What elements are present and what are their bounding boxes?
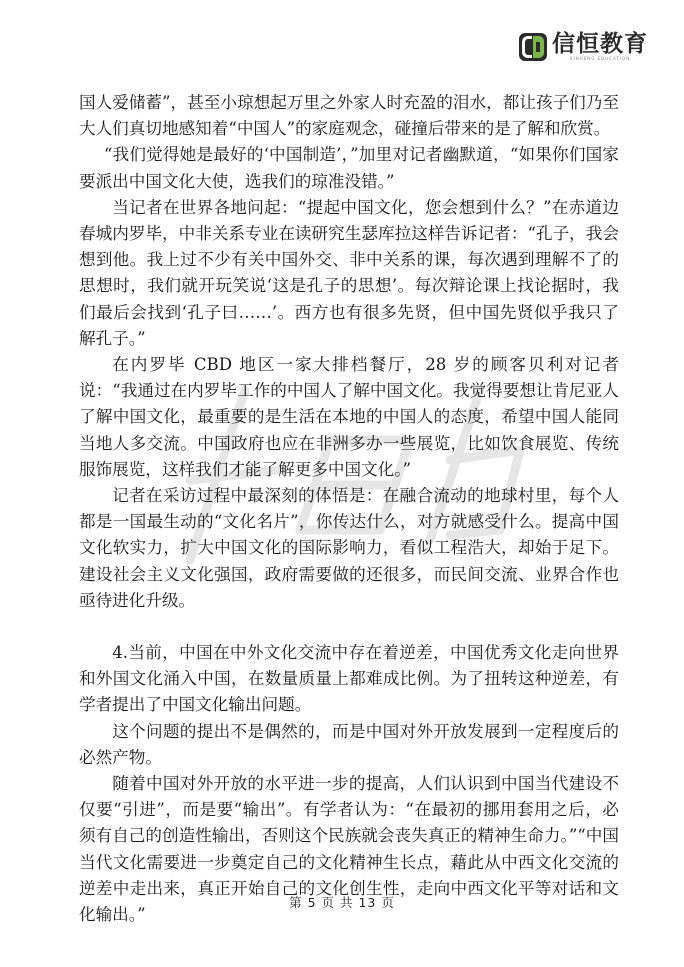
paragraph: 在内罗毕 CBD 地区一家大排档餐厅，28 岁的顾客贝利对记者说：“我通过在内罗毕工作的中国人了解中国文化。我觉得要想让肯尼亚人了解中国文化，最重要的是生活在本地的中国人的态度，希望中国人能同当地人多交流。中国政府也应在非洲多办一些展览，比如饮食展览、传统服饰展览，这样我们才能了解更多中国文化。” bbox=[79, 355, 619, 479]
paragraph: 这个问题的提出不是偶然的，而是中国对外开放发展到一定程度后的必然产物。 bbox=[79, 721, 619, 767]
paragraph: 国人爱储蓄”，甚至小琼想起万里之外家人时充盈的泪水，都让孩子们乃至大人们真切地感知着“中国人”的家庭观念，碰撞后带来的是了解和欣赏。 bbox=[79, 93, 619, 139]
logo-tagline: XINHENG EDUCATION bbox=[569, 56, 631, 61]
paragraph: 当记者在世界各地问起：“提起中国文化，您会想到什么？”在赤道边春城内罗毕，中非关系专业在读研究生瑟库拉这样告诉记者：“孔子，我会想到他。我上过不少有关中国外交、非中关系的课，每次遇到理解不了的思想时，我们就开玩笑说‘这是孔子的思想’。每次辩论课上找论据时，我们最后会找到‘孔子曰……’。西方也有很多先贤，但中国先贤似乎我只了解孔子。” bbox=[79, 197, 619, 348]
paragraph: 记者在采访过程中最深刻的体悟是：在融合流动的地球村里，每个人都是一国最生动的“文化名片”，你传达什么，对方就感受什么。提高中国文化软实力，扩大中国文化的国际影响力，看似工程浩大，却始于足下。建设社会主义文化强国，政府需要做的还很多，而民间交流、业界合作也亟待进化升级。 bbox=[79, 486, 619, 610]
question-paragraph: 4.当前，中国在中外文化交流中存在着逆差，中国优秀文化走向世界和外国文化涌入中国，在数量质量上都难成比例。为了扭转这种逆差，有学者提出了中国文化输出问题。 bbox=[79, 643, 619, 715]
paragraph: “我们觉得她是最好的‘中国制造’，”加里对记者幽默道，“如果你们国家要派出中国文化大使，选我们的琼准没错。” bbox=[79, 145, 619, 191]
paragraph: 随着中国对外开放的水平进一步的提高，人们认识到中国当代建设不仅要“引进”，而是要“输出”。有学者认为：“在最初的挪用套用之后，必须有自己的创造性输出，否则这个民族就会丧失真正的精神生命力。”“中国当代文化需要进一步奠定自己的文化精神生长点，藉此从中西文化交流的逆差中走出来，真正开始自己的文化创生性，走向中西文化平等对话和文化输出。” bbox=[79, 774, 619, 925]
document-body bbox=[79, 90, 619, 928]
brand-logo bbox=[519, 32, 648, 61]
page-number: 第 5 页 共 13 页 bbox=[289, 895, 395, 910]
logo-text: 信恒教育 bbox=[552, 31, 648, 57]
logo-mark-icon bbox=[519, 33, 547, 61]
page-header bbox=[0, 0, 684, 70]
